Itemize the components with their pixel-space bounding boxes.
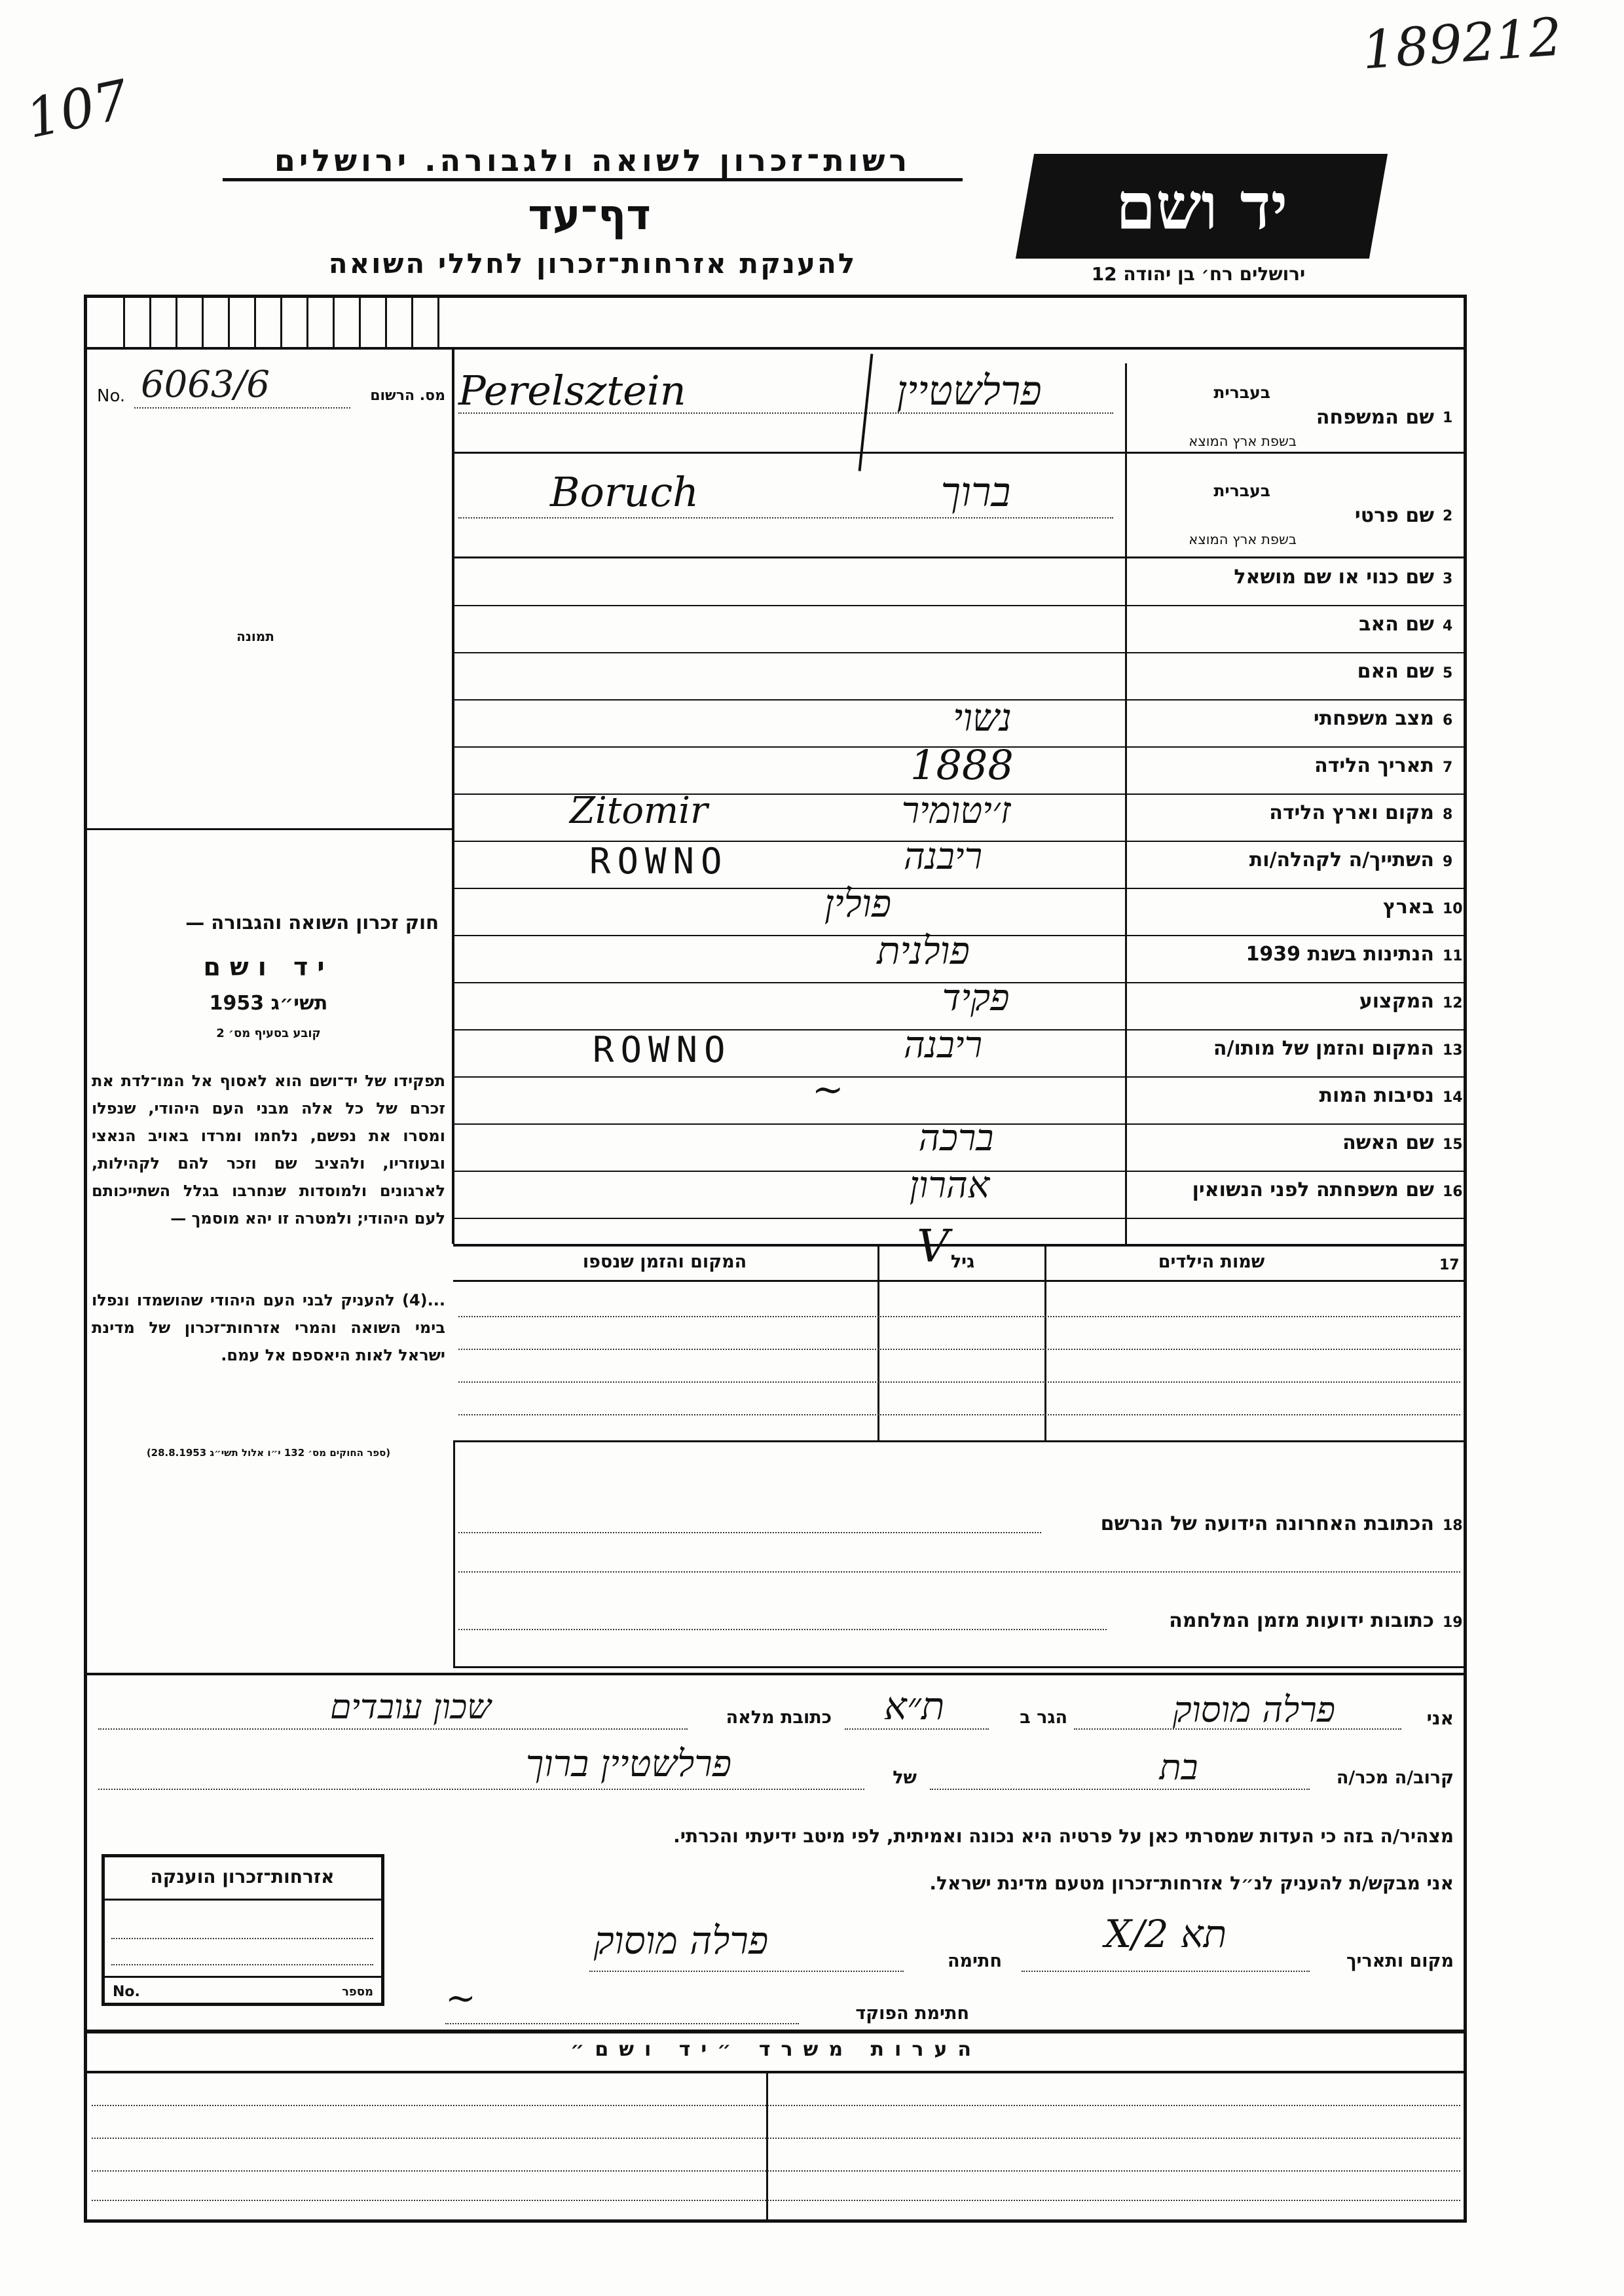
- citizenship-box-title: אזרחות־זכרון הוענקה: [150, 1866, 335, 1887]
- declarant-name: פרלה מוסוק: [1172, 1689, 1336, 1730]
- field-number: 13: [1443, 1042, 1463, 1059]
- field-number: 1: [1443, 410, 1453, 426]
- law-citation: (ספר החוקים מס׳ 132 י״ו אלול תשי״ג 28.8.1953): [146, 1447, 391, 1459]
- field-label-death-circumstances: נסיבות המות: [1319, 1084, 1434, 1107]
- field-number: 18: [1443, 1518, 1463, 1534]
- field-label-death-place-time: המקום והזמן של מותו/ה: [1213, 1037, 1434, 1060]
- field-sublabel-origin: בשפת ארץ המוצא: [1189, 532, 1297, 547]
- birthplace-latin: Zitomir: [570, 790, 708, 832]
- field-label-wartime-addresses: כתובות ידועות מזמן המלחמה: [1169, 1609, 1434, 1632]
- field-number: 11: [1443, 948, 1463, 964]
- field-sublabel-origin: בשפת ארץ המוצא: [1189, 433, 1297, 449]
- field-number: 6: [1443, 712, 1453, 729]
- relative-label: קרוב/ה מכר/ה: [1336, 1768, 1454, 1788]
- birth-date-value: 1888: [910, 741, 1014, 789]
- children-header-names: שמות הילדים: [1158, 1252, 1265, 1272]
- children-header-age: גיל: [950, 1252, 975, 1272]
- of-label: של: [893, 1768, 917, 1788]
- children-header-place-time: המקום והזמן שנספו: [582, 1252, 747, 1272]
- official-signature-mark: ~: [445, 1977, 476, 2020]
- residing-label: הגר ב: [1020, 1707, 1067, 1728]
- field-number: 16: [1443, 1184, 1463, 1200]
- field-number: 2: [1443, 508, 1453, 524]
- field-label-citizenship-1939: הנתינות בשנת 1939: [1246, 943, 1434, 966]
- signature-value: פרלה מוסוק: [593, 1918, 769, 1963]
- authority-line: רשות־זכרון לשואה ולגבורה. ירושלים: [223, 143, 963, 181]
- law-clause: קובע בסעיף מס׳ 2: [216, 1027, 321, 1040]
- declaration-statement: מצהיר/ה בזה כי העדות שמסרתי כאן על פרטיה היא נכונה ואמיתית, לפי מיטב ידיעתי והכרתי.: [673, 1825, 1454, 1847]
- death-circumstances-mark: ~: [812, 1067, 844, 1112]
- wife-maiden-name-value: אהרון: [909, 1164, 990, 1207]
- registration-label: מס. הרשום: [370, 388, 445, 404]
- community-hebrew: ריבנה: [903, 835, 983, 878]
- field-number: 19: [1443, 1614, 1463, 1631]
- field-number: 3: [1443, 571, 1453, 587]
- remarks-title: הערות משרד ״יד ושם״: [570, 2038, 982, 2061]
- law-title: חוק זכרון השואה והגבורה —: [185, 911, 439, 934]
- field-number: 14: [1443, 1089, 1463, 1106]
- field-label-last-address: הכתובת האחרונה הידועה של הנרשם: [1100, 1512, 1434, 1535]
- field-number: 4: [1443, 618, 1453, 634]
- marital-status-value: נשוי: [953, 695, 1012, 740]
- field-number: 12: [1443, 995, 1463, 1011]
- field-label-mother: שם האם: [1357, 660, 1434, 683]
- children-field-number: 17: [1439, 1257, 1460, 1273]
- citizenship-box-no-label: No.: [113, 1984, 140, 2000]
- field-label-birthplace: מקום וארץ הלידה: [1269, 801, 1434, 824]
- registration-no-label: No.: [97, 386, 126, 406]
- field-label-family-name: שם המשפחה: [1316, 406, 1434, 429]
- form-subtitle: להענקת אזרחות־זכרון לחללי השואה: [328, 247, 857, 280]
- field-sublabel-hebrew: בעברית: [1213, 383, 1270, 402]
- margin-note-right: 189212: [1360, 6, 1564, 81]
- official-signature-label: חתימת הפוקד: [855, 2003, 969, 2024]
- declarant-label: אני: [1426, 1707, 1454, 1729]
- place-date-value: תא 2/X: [1104, 1912, 1227, 1956]
- birthplace-hebrew: ז׳יטומיר: [901, 790, 1011, 832]
- citizenship-box-number-label: מספר: [342, 1985, 373, 1999]
- field-number: 5: [1443, 665, 1453, 682]
- first-name-original: Boruch: [550, 468, 699, 516]
- death-place-hebrew: ריבנה: [903, 1024, 983, 1066]
- address-line: ירושלים רח׳ בן יהודה 12: [1091, 263, 1306, 285]
- field-label-father: שם האב: [1359, 613, 1434, 636]
- law-name: יד ושם: [203, 953, 334, 981]
- field-label-profession: המקצוע: [1359, 990, 1434, 1013]
- field-label-marital-status: מצב משפחתי: [1313, 707, 1434, 730]
- relative-value: בת: [1159, 1747, 1198, 1788]
- registration-number: 6063/6: [141, 363, 270, 406]
- residing-value: ת״א: [884, 1684, 945, 1728]
- form-title: דף־עד: [528, 191, 651, 240]
- field-label-alias: שם כנוי או שם מושאל: [1234, 566, 1434, 589]
- field-label-wife-maiden-name: שם משפחתה לפני הנשואין: [1192, 1178, 1434, 1201]
- field-label-birth-date: תאריך הלידה: [1314, 754, 1434, 777]
- field-number: 7: [1443, 759, 1453, 776]
- signature-label: חתימה: [947, 1951, 1002, 1971]
- law-paragraph-1: תפקידו של יד־ושם הוא לאסוף אל המו־לדת את זכרם של כל אלה מבני העם היהודי, שנפלו ומסרו את נפשם, נלחמו ומרדו באויב הנאצי ובעוזריו, ולהציב שם וזכר להם לקהילות, לארגונים ולמוסדות שנחרבו בגלל השתייכותם לעם היהודי; ולמטרה זו יהא מוסמך —: [92, 1072, 445, 1228]
- field-number: 9: [1443, 854, 1453, 870]
- death-place-latin: ROWNO: [593, 1029, 732, 1070]
- full-address-value: שכון עובדים: [329, 1688, 491, 1727]
- photo-label: תמונה: [236, 629, 274, 644]
- field-number: 8: [1443, 807, 1453, 823]
- field-number: 10: [1443, 901, 1463, 917]
- place-date-label: מקום ותאריך: [1346, 1951, 1454, 1971]
- field-label-first-name: שם פרטי: [1354, 504, 1434, 527]
- children-check-mark: V: [917, 1221, 950, 1273]
- citizenship-1939-value: פולנית: [877, 928, 970, 973]
- country-value: פולין: [824, 881, 892, 926]
- full-address-label: כתובת מלאה: [726, 1707, 832, 1728]
- law-year: תשי״ג 1953: [209, 992, 328, 1015]
- field-label-country: בארץ: [1382, 896, 1434, 919]
- first-name-hebrew: ברוך: [940, 468, 1011, 516]
- law-paragraph-2: ...(4) להעניק לבני העם היהודי שהושמדו ונפלו בימי השואה והמרי אזרחות־זכרון של מדינת ישראל לאות היאספם אל עמם.: [92, 1291, 445, 1364]
- family-name-hebrew: פרלשטיין: [896, 367, 1042, 414]
- field-label-wife-name: שם האשה: [1342, 1131, 1434, 1154]
- field-label-community: השתייך/ה לקהלה/ות: [1249, 848, 1434, 871]
- community-latin: ROWNO: [589, 841, 729, 882]
- request-statement: אני מבקש/ת להעניק לנ״ל אזרחות־זכרון מטעם מדינת ישראל.: [929, 1872, 1454, 1894]
- margin-note-left: 107: [20, 68, 134, 151]
- wife-name-value: ברכה: [918, 1117, 994, 1159]
- yad-vashem-logo: יד ושם: [1016, 154, 1388, 259]
- family-name-original: Perelsztein: [458, 367, 686, 414]
- profession-value: פקיד: [942, 977, 1010, 1019]
- of-value: פרלשטיין ברוך: [525, 1743, 732, 1785]
- field-sublabel-hebrew: בעברית: [1213, 481, 1270, 500]
- field-number: 15: [1443, 1137, 1463, 1153]
